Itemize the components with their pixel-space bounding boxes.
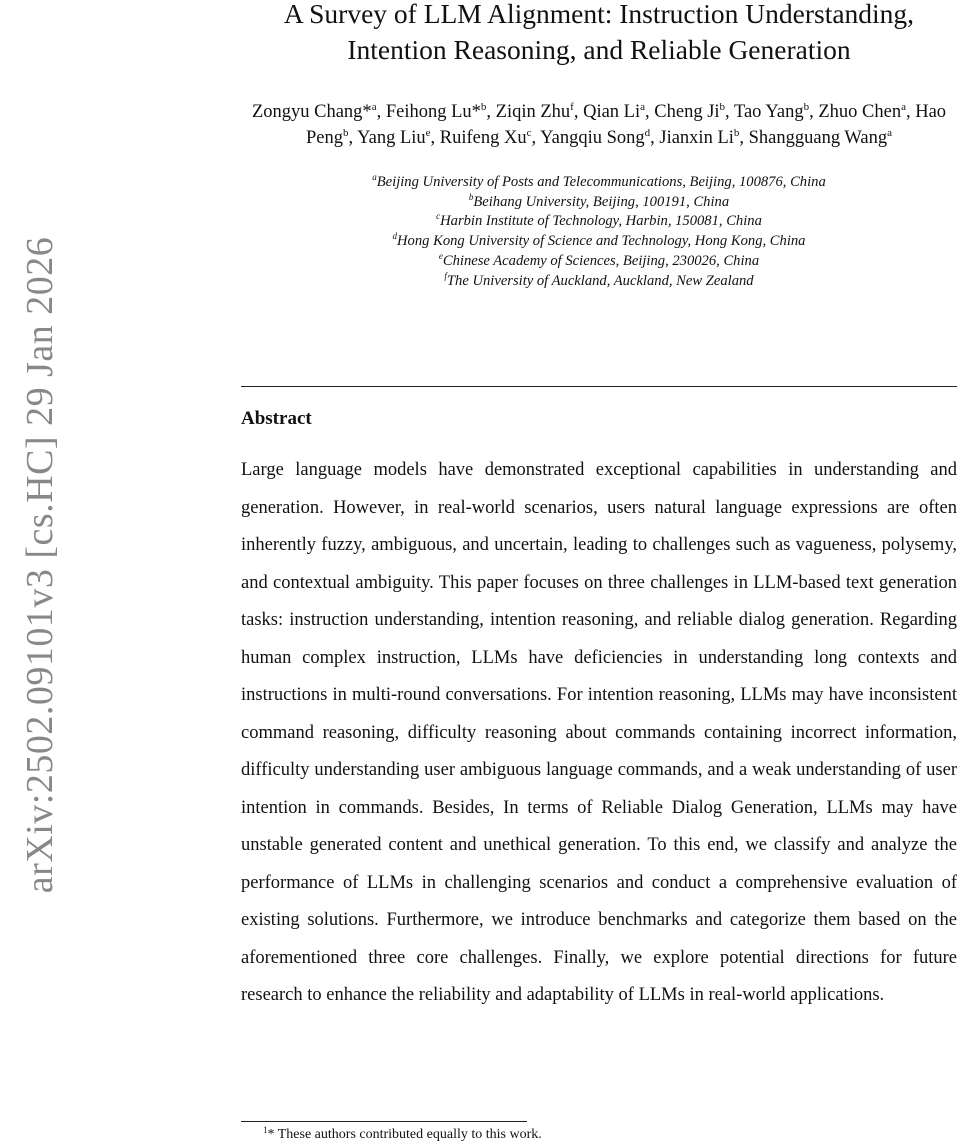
author-affiliation-mark: f <box>570 101 574 113</box>
author-affiliation-mark: c <box>526 126 532 139</box>
author-affiliation-mark: a <box>371 101 377 113</box>
author <box>252 102 377 122</box>
author-name: Zhuo Chen <box>818 102 902 122</box>
author-affiliation-mark: b <box>480 101 487 113</box>
abstract-text: Large language models have demonstrated exceptional capabilities in understanding and generation. However, in real-world scenarios, users natural language expressions are often inherently fuzzy, ambiguous, and uncertain, leading to challenges such as vagueness, polysemy, and contextual ambiguity. This paper focuses on three challenges in LLM-based text generation tasks: instruction understanding, intention reasoning, and reliable dialog generation. Regarding human complex instruction, LLMs have deficiencies in understanding long contexts and instructions in multi-round conversations. For intention reasoning, LLMs may have inconsistent command reasoning, difficulty reasoning about commands containing incorrect information, difficulty understanding user ambiguous language commands, and a weak understanding of user intention in commands. Besides, In terms of Reliable Dialog Generation, LLMs may have unstable generated content and unethical generation. To this end, we classify and analyze the performance of LLMs in challenging scenarios and conduct a comprehensive evaluation of existing solutions. Furthermore, we introduce benchmarks and categorize them based on the aforementioned three core challenges. Finally, we explore potential directions for future research to enhance the reliability and adaptability of LLMs in real-world applications. <box>241 460 957 1005</box>
author <box>654 102 725 122</box>
author-affiliation-mark: a <box>640 101 646 113</box>
abstract-heading: Abstract <box>241 408 312 429</box>
author-affiliation-mark: a <box>901 101 906 113</box>
footnote-text: * These authors contributed equally to this work. <box>267 1127 542 1142</box>
author <box>540 128 650 148</box>
affiliation-mark: a <box>372 172 377 182</box>
author <box>496 102 574 122</box>
affiliation <box>241 212 957 232</box>
author-name: Jianxin Li <box>659 127 734 148</box>
paper-title: A Survey of LLM Alignment: Instruction Understanding, Intention Reasoning, and Reliable Generation <box>283 0 915 65</box>
author-name: Ziqin Zhu <box>495 102 571 122</box>
author-name: Yangqiu Song <box>540 127 645 148</box>
author-name: Shangguang Wang <box>748 127 888 148</box>
footnote-mark: 1 <box>263 1125 268 1135</box>
author-affiliation-mark: e <box>425 126 431 139</box>
affiliation-list <box>241 173 957 291</box>
author <box>386 102 487 122</box>
affiliation-text: The University of Auckland, Auckland, New Zealand <box>446 272 754 289</box>
arxiv-identifier-stamp: arXiv:2502.09101v3 [cs.HC] 29 Jan 2026 <box>19 236 61 894</box>
author-name: Feihong Lu* <box>385 102 481 122</box>
author <box>659 128 739 148</box>
affiliation-mark: f <box>444 270 447 281</box>
affiliation <box>241 173 957 193</box>
author-name: Qian Li <box>583 102 641 122</box>
author-name: Zongyu Chang* <box>251 102 372 122</box>
affiliation-mark: e <box>438 250 443 261</box>
author <box>749 128 892 148</box>
affiliation <box>241 252 957 272</box>
affiliation <box>241 193 957 213</box>
author-affiliation-mark: b <box>719 101 726 113</box>
author-affiliation-mark: a <box>887 126 892 139</box>
affiliation <box>241 232 957 252</box>
affiliation-text: Chinese Academy of Sciences, Beijing, 230026, China <box>442 252 760 269</box>
affiliation-mark: b <box>468 191 474 202</box>
author-name: Hao Peng <box>306 102 947 148</box>
author-affiliation-mark: b <box>803 101 810 113</box>
author-affiliation-mark: b <box>343 126 349 139</box>
paper-first-page <box>241 0 957 1142</box>
author-name: Cheng Ji <box>654 102 720 122</box>
author-name: Tao Yang <box>733 102 804 122</box>
author <box>818 102 906 122</box>
affiliation-text: Hong Kong University of Science and Technology, Hong Kong, China <box>397 233 806 250</box>
footnote <box>263 1126 542 1144</box>
affiliation-text: Harbin Institute of Technology, Harbin, 150081, China <box>440 213 762 230</box>
author <box>583 102 645 122</box>
affiliation-text: Beihang University, Beijing, 100191, China <box>473 193 730 210</box>
author <box>734 102 809 122</box>
author-affiliation-mark: d <box>644 126 651 139</box>
header-divider <box>241 386 957 387</box>
footnote-divider <box>241 1121 527 1122</box>
author <box>440 128 532 148</box>
affiliation-mark: c <box>436 211 441 222</box>
affiliation-mark: d <box>392 231 398 242</box>
author-affiliation-mark: b <box>733 126 740 139</box>
author-name: Ruifeng Xu <box>439 127 527 148</box>
author <box>357 128 430 148</box>
affiliation <box>241 272 957 292</box>
affiliation-text: Beijing University of Posts and Telecommunications, Beijing, 100876, China <box>376 174 826 190</box>
author-list: Zongyu Chang*$^a$, Feihong Lu*$^b$, Ziqin Zhu$^f$, Qian Li$^a$, Cheng Ji$^b$, Tao Yang$^b$, Zhuo Chen$^a$, Hao Peng$^b$, Yang Liu$^e$, Ruifeng Xu$^c$, Yangqiu Song$^d$, Jianxin Li$^b$, Shangguang Wang$^a$ <box>251 101 947 148</box>
author-name: Yang Liu <box>357 127 426 148</box>
